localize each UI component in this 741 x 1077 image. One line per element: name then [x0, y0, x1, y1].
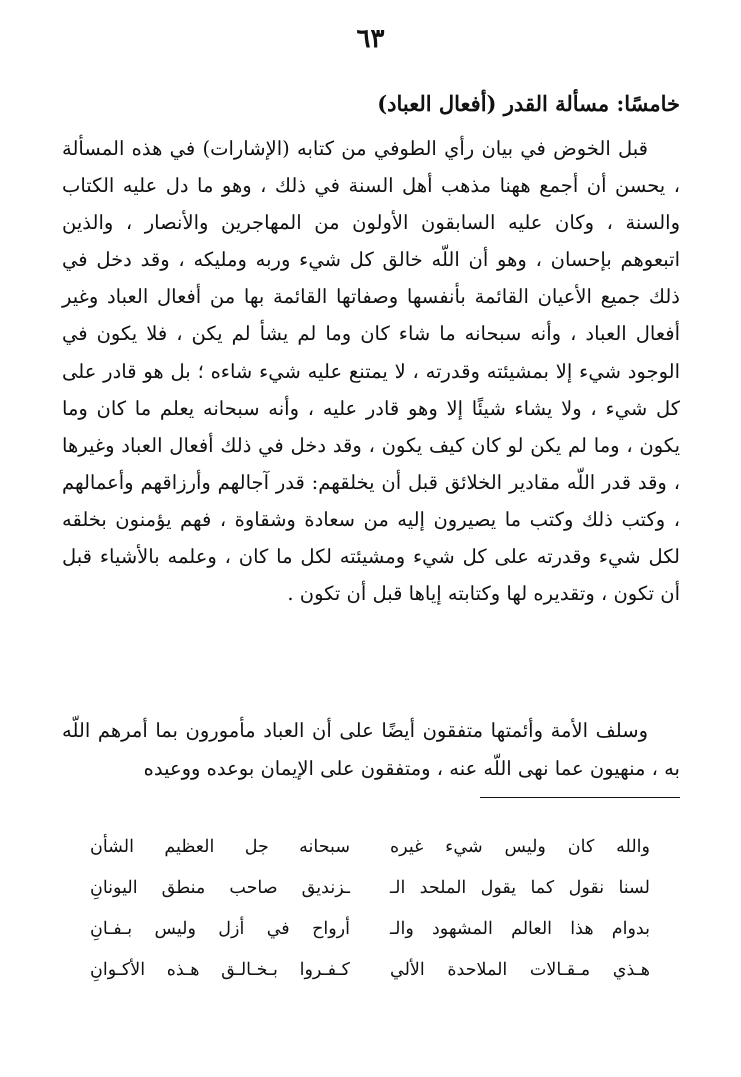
- verse-second-hemistich: ـزنديق صاحب منطق اليونانِ: [90, 878, 350, 898]
- section-heading: خامسًا: مسألة القدر (أفعال العباد): [377, 91, 680, 116]
- verse-line: [90, 909, 650, 950]
- verse-first-hemistich: بدوام هذا العالم المشهود والـ: [390, 919, 650, 939]
- verse-second-hemistich: كـفـروا بـخـالـق هـذه الأكـوانِ: [90, 960, 350, 980]
- verse-first-hemistich: هـذي مـقـالات الملاحدة الألي: [390, 960, 650, 980]
- page-number: ٦٣: [356, 24, 385, 54]
- verse-first-hemistich: والله كان وليس شيء غيره: [390, 837, 650, 857]
- footnote-separator: [480, 797, 680, 798]
- body-paragraph: قبل الخوض في بيان رأي الطوفي من كتابه (الإشارات) في هذه المسألة ، يحسن أن أجمع ههنا مذهب أهل السنة في ذلك ، وهو ما دل عليه الكتاب والسنة ، وكان عليه السابقون الأولون من المهاجرين والأنصار ، والذين اتبعوهم بإحسان ، وهو أن اللّه خالق كل شيء وربه ومليكه ، وقد دخل في ذلك جميع الأعيان القائمة بأنفسها وصفاتها القائمة بها من أفعال العباد وغير أفعال العباد ، وأنه سبحانه ما شاء كان وما لم يشأ لم يكن ، فلا يكون في الوجود شيء إلا بمشيئته وقدرته ، لا يمتنع عليه شيء شاءه ؛ بل هو قادر على كل شيء ، ولا يشاء شيئًا إلا وهو قادر عليه ، وأنه سبحانه يعلم ما كان وما يكون ، وما لم يكن لو كان كيف يكون ، وقد دخل في ذلك أفعال العباد وغيرها ، وقد قدر اللّه مقادير الخلائق قبل أن يخلقهم: قدر آجالهم وأرزاقهم وأعمالهم ، وكتب ذلك وكتب ما يصيرون إليه من سعادة وشقاوة ، فهم يؤمنون بخلقه لكل شيء وقدرته على كل شيء ومشيئته لكل ما كان ، وعلمه بالأشياء قبل أن تكون ، وتقديره لها وكتابته إياها قبل أن تكون .: [62, 137, 680, 606]
- verse-line: [90, 868, 650, 909]
- body-paragraph: وسلف الأمة وأئمتها متفقون أيضًا على أن العباد مأمورون بما أمرهم اللّه به ، منهيون عما نهى اللّه عنه ، ومتفقون على الإيمان بوعده ووعيده: [62, 719, 680, 780]
- verse-line: [90, 827, 650, 868]
- verse-second-hemistich: سبحانه جل العظيم الشأن: [90, 837, 350, 857]
- footnote-verses: [90, 827, 650, 991]
- verse-second-hemistich: أرواح في أزل وليس بـفـانِ: [90, 919, 350, 939]
- verse-first-hemistich: لسنا نقول كما يقول الملحد الـ: [390, 878, 650, 898]
- verse-line: [90, 950, 650, 991]
